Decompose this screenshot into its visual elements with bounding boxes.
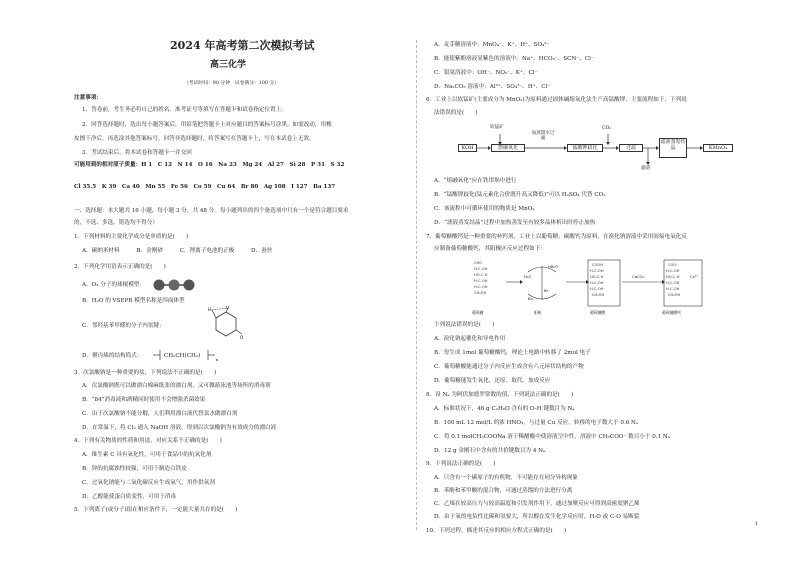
- question-option: C．乙烯在较高压力与较高温度和引发剂作用下，通过加聚反应可得到高密度聚乙烯: [434, 501, 640, 507]
- question-option: A．次氯酸钠既可以做漂白棉麻纸张的漂白剂，又可做游泳池等场所的消毒剂: [82, 383, 271, 389]
- scheme-label: 阳极: [534, 310, 542, 315]
- question-option: B．锌的抗腐蚀性较强，可用于制造白铁皮: [82, 466, 187, 472]
- page-subtitle: 高三化学: [210, 60, 247, 70]
- question-option: C．葡萄糖酸能通过分子内反应生成含有六元环状结构的产物: [434, 364, 584, 370]
- question-option: A．标准状况下，46 g C₂H₆O 含有的 O-H 键数目为 Nₐ: [434, 406, 575, 412]
- question-option: D．在常温下，将 Cl₂ 通入 NaOH 溶液，得到以次氯酸钠为有效成分的漂白液: [82, 425, 277, 431]
- page-title: 2024 年高考第二次模拟考试: [170, 39, 315, 52]
- question-option: D．Na₂CO₃ 溶液中：Al³⁺、SO₄²⁻、H⁺、Cl⁻: [434, 84, 551, 90]
- svg-text:H-C-OH: H-C-OH: [474, 285, 488, 289]
- atomic-masses-line: Cl 35.5 K 39 Ca 40 Mn 55 Fe 56 Co 59 Cu 64 Br 80 Ag 108 I 127 Ba 137: [74, 184, 336, 190]
- notice-item: 2．回答选择题时，选出每小题答案后，用铅笔把答题卡上对应题目的答案标号涂黑。如需改动，用橡: [82, 122, 332, 128]
- question-option: B．能使紫酚溶液显紫色的溶液中：Na⁺、HCO₃⁻、SCN⁻、Cl⁻: [434, 56, 594, 62]
- question-option: B．苯酚和苯甲酸的混合物，可通过蒸馏的方法进行分离: [434, 488, 573, 494]
- question-option: B．H₂O 的 VSEPR 模型名称是四面体型: [82, 298, 185, 304]
- scheme-label: 葡萄糖酸钙: [662, 310, 681, 315]
- question-option: C．银氨溶液中：OH⁻、NO₃⁻、K⁺、Cl⁻: [434, 70, 538, 76]
- svg-text:COOH: COOH: [592, 263, 603, 267]
- question-stem: 4．下列有关物质的性质和用途，对应关系不正确的是( ): [74, 438, 222, 444]
- question-stem: 5．下列离子(或分子)组在相应条件下，一定能大量共存的是( ): [74, 507, 238, 513]
- section-heading: 的，不选、多选、错选均不得分）: [74, 220, 158, 226]
- question-option: B．“锰酸钾歧化(锰元素化合价既升高又降低)”可以 H₂SO₄ 代替 CO₂: [434, 192, 606, 198]
- svg-text:HO-C-H: HO-C-H: [590, 275, 604, 279]
- question-option: A．溴化钠起催化和导电作用: [434, 336, 506, 342]
- svg-text:H-C-OH: H-C-OH: [666, 287, 680, 291]
- svg-text:O: O: [226, 306, 230, 310]
- scheme-label: 葡萄糖: [472, 310, 484, 315]
- question-option: C．过氧化钠能与二氧化碳反应生成氧气，用作供氧剂: [82, 480, 215, 486]
- question-stem: 9．下列说法正确的是( ): [426, 461, 496, 467]
- flow-box-evaporate: 滤液蒸发结晶: [659, 138, 687, 158]
- question-option: D．“滤液蒸发结晶”过程中加热蒸发至有较多晶体析出时停止加热: [434, 220, 596, 226]
- question-option: D．乙醇能使蛋白质变性，可用于消毒: [82, 494, 176, 500]
- atomic-masses-line: 可能用到的相对原子质量：H 1 C 12 N 14 O 16 Na 23 Mg 24 Al 27 Si 28 P 31 S 32: [74, 162, 345, 168]
- flow-label-co2: CO₂: [602, 126, 612, 131]
- scheme-label: 葡萄糖酸: [590, 310, 606, 315]
- scheme-reagent: Br⁻: [544, 288, 551, 293]
- page-number: 1: [754, 521, 758, 527]
- svg-text:O: O: [240, 335, 244, 340]
- notice-item: 1．答卷前，考生务必将自己的姓名、准考证号等填写在答题卡和试卷指定位置上。: [82, 107, 287, 113]
- column-divider: [416, 40, 417, 530]
- question-option: A．维生素 C 具有氧化性，可用于食品中的抗氧化剂: [82, 452, 212, 458]
- notice-item: 3．考试结束后，将本试卷和答题卡一并交回: [82, 150, 192, 156]
- question-option: B．“84”消毒液和酒精同时使用不会增强杀菌效果: [82, 397, 206, 403]
- svg-text:H-C-OH: H-C-OH: [474, 267, 488, 271]
- flow-box-melt: 熔融氧化: [491, 144, 525, 152]
- question-option: A．麦芽糖溶液中：MnO₄⁻、K⁺、H⁺、SO₄²⁻: [434, 42, 550, 48]
- svg-text:CH₂OH: CH₂OH: [474, 291, 487, 295]
- flow-label-mno2: 软锰矿: [490, 125, 504, 130]
- question-option: A．O₃ 分子的球棍模型：: [82, 282, 145, 288]
- svg-text:H-C-OH: H-C-OH: [666, 281, 680, 285]
- question-stem: 8．设 Nₐ 为阿伏加德罗常数的值，下列说法正确的是( ): [426, 392, 574, 398]
- scheme-reagent: HBrO: [548, 264, 559, 269]
- svg-text:CH₂OH: CH₂OH: [592, 293, 605, 297]
- question-stem: 2．下列化学用语表示正确的是( ): [74, 264, 166, 270]
- svg-text:H-C-OH: H-C-OH: [666, 269, 680, 273]
- svg-text:HO-C-H: HO-C-H: [666, 275, 680, 279]
- svg-text:H: H: [208, 307, 212, 312]
- question-option: C．该流程中可循环使用的物质是 MnO₂: [434, 206, 535, 212]
- reaction-scheme: [470, 256, 706, 318]
- svg-text:CHO: CHO: [474, 261, 483, 265]
- question-stem: 下列说法错误的是( ): [434, 322, 495, 328]
- question-option: A．“熔融氧化”应在铁坩埚中进行: [434, 178, 517, 184]
- polypropylene-formula: CH₂CH(CH₃): [164, 353, 201, 359]
- notice-heading: 注意事项：: [74, 95, 102, 101]
- flow-box-disproportion: 锰酸钾歧化: [567, 144, 603, 152]
- flow-box-filter: 过滤: [619, 144, 643, 152]
- svg-text:H-C-OH: H-C-OH: [590, 281, 604, 285]
- question-stem: 7．葡萄糖酸钙是一种重要的补钙剂，工业上以葡萄糖、碳酸钙为原料，在溴化钠溶液中采用间接电氧化反: [426, 234, 687, 240]
- question-option: B．100 mL 12 mol/L 的浓 HNO₃，与过量 Cu 反应，转移的电子数大于 0.6 Nₐ: [434, 420, 639, 426]
- question-stem: 6．工业上以软锰矿(主要成分为 MnO₂)为原料通过固体碱熔氧化法生产高锰酸钾，主要流程如下，下列说: [426, 97, 687, 103]
- question-option: A．只含有一个碳原子的有机物，不可能存在同分异构现象: [434, 475, 578, 481]
- section-heading: 一、选择题：本大题共 16 小题，每小题 3 分，共 48 分。每小题列出的四个备选项中只有一个是符合题目要求: [74, 208, 349, 214]
- question-stem: 10．下列过程，描述其反应的相应方程式正确的是( ): [426, 528, 567, 534]
- process-flowchart: [456, 122, 736, 174]
- notice-item: 皮擦干净后，再选涂其他答案标号。回答非选择题时，将答案写在答题卡上，写在本试卷上无效。: [74, 136, 315, 142]
- flow-label-residue: 滤渣: [641, 166, 651, 171]
- question-option: B．每生成 1mol 葡萄糖酸钙，理论上电路中转移了 2mol 电子: [434, 350, 591, 356]
- svg-text:H-C-OH: H-C-OH: [590, 269, 604, 273]
- question-stem: 3．次氯酸钠是一种重要的盐，下列说法不正确的是( ): [74, 370, 217, 376]
- svg-text:H-C-OH: H-C-OH: [590, 287, 604, 291]
- question-option: A．碳纳米材料 B．金刚砂 C．锂离子电池的正极 D．蚕丝: [82, 248, 273, 254]
- scheme-reagent: Br₂: [528, 296, 534, 301]
- svg-text:Ca²⁺: Ca²⁺: [690, 275, 699, 279]
- hydroxybenzaldehyde-structure: [202, 306, 246, 342]
- flow-box-koh: KOH: [458, 144, 477, 152]
- question-stem-cont: 应制备葡萄糖酸钙，其阳极区反应过程如下：: [434, 246, 546, 252]
- svg-text:HO-C-H: HO-C-H: [474, 273, 488, 277]
- question-option: C．由于次氯酸钠不能分解，人们利用漂白液代替氯水做漂白剂: [82, 411, 238, 417]
- ozone-ball-stick-model: [152, 278, 196, 292]
- question-option: D．葡萄糖能发生氧化、还原、取代、加成反应: [434, 378, 551, 384]
- scheme-reagent: H₂O: [524, 274, 532, 279]
- question-stem: 1．下列材料的主要化学成分是单质的是( ): [74, 234, 189, 240]
- flow-box-product: KMnO₄: [703, 144, 733, 152]
- exam-info: （考试时间：90 分钟 试卷满分：100 分）: [184, 81, 280, 86]
- question-stem-cont: 法错误的是( ): [434, 110, 478, 116]
- question-option: D．由于氧的电负性比碳和氢要大，所以醇在发生化学反应时，H-O 或 C-O 易断裂: [434, 514, 640, 520]
- question-option: D．聚丙烯的结构简式：: [82, 353, 143, 359]
- svg-text:n: n: [216, 357, 219, 362]
- svg-text:CH₂OH: CH₂OH: [668, 293, 681, 297]
- svg-text:COO⁻: COO⁻: [668, 263, 679, 267]
- scheme-reagent: CaCO₃: [632, 274, 645, 279]
- question-option: C．邻羟基苯甲醛的分子内氢键：: [82, 323, 165, 329]
- svg-text:H-C-OH: H-C-OH: [474, 279, 488, 283]
- question-option: C．将 0.1 molCH₃COONa 溶于稀醋酸中使溶液呈中性，溶液中 CH₃COO⁻ 数目小于 0.1 Nₐ: [434, 434, 670, 440]
- question-option: D．12 g 金刚石中含有的共价键数目为 4 Nₐ: [434, 448, 546, 454]
- flow-label-dissolve: 加蒸馏水过滤: [531, 131, 555, 141]
